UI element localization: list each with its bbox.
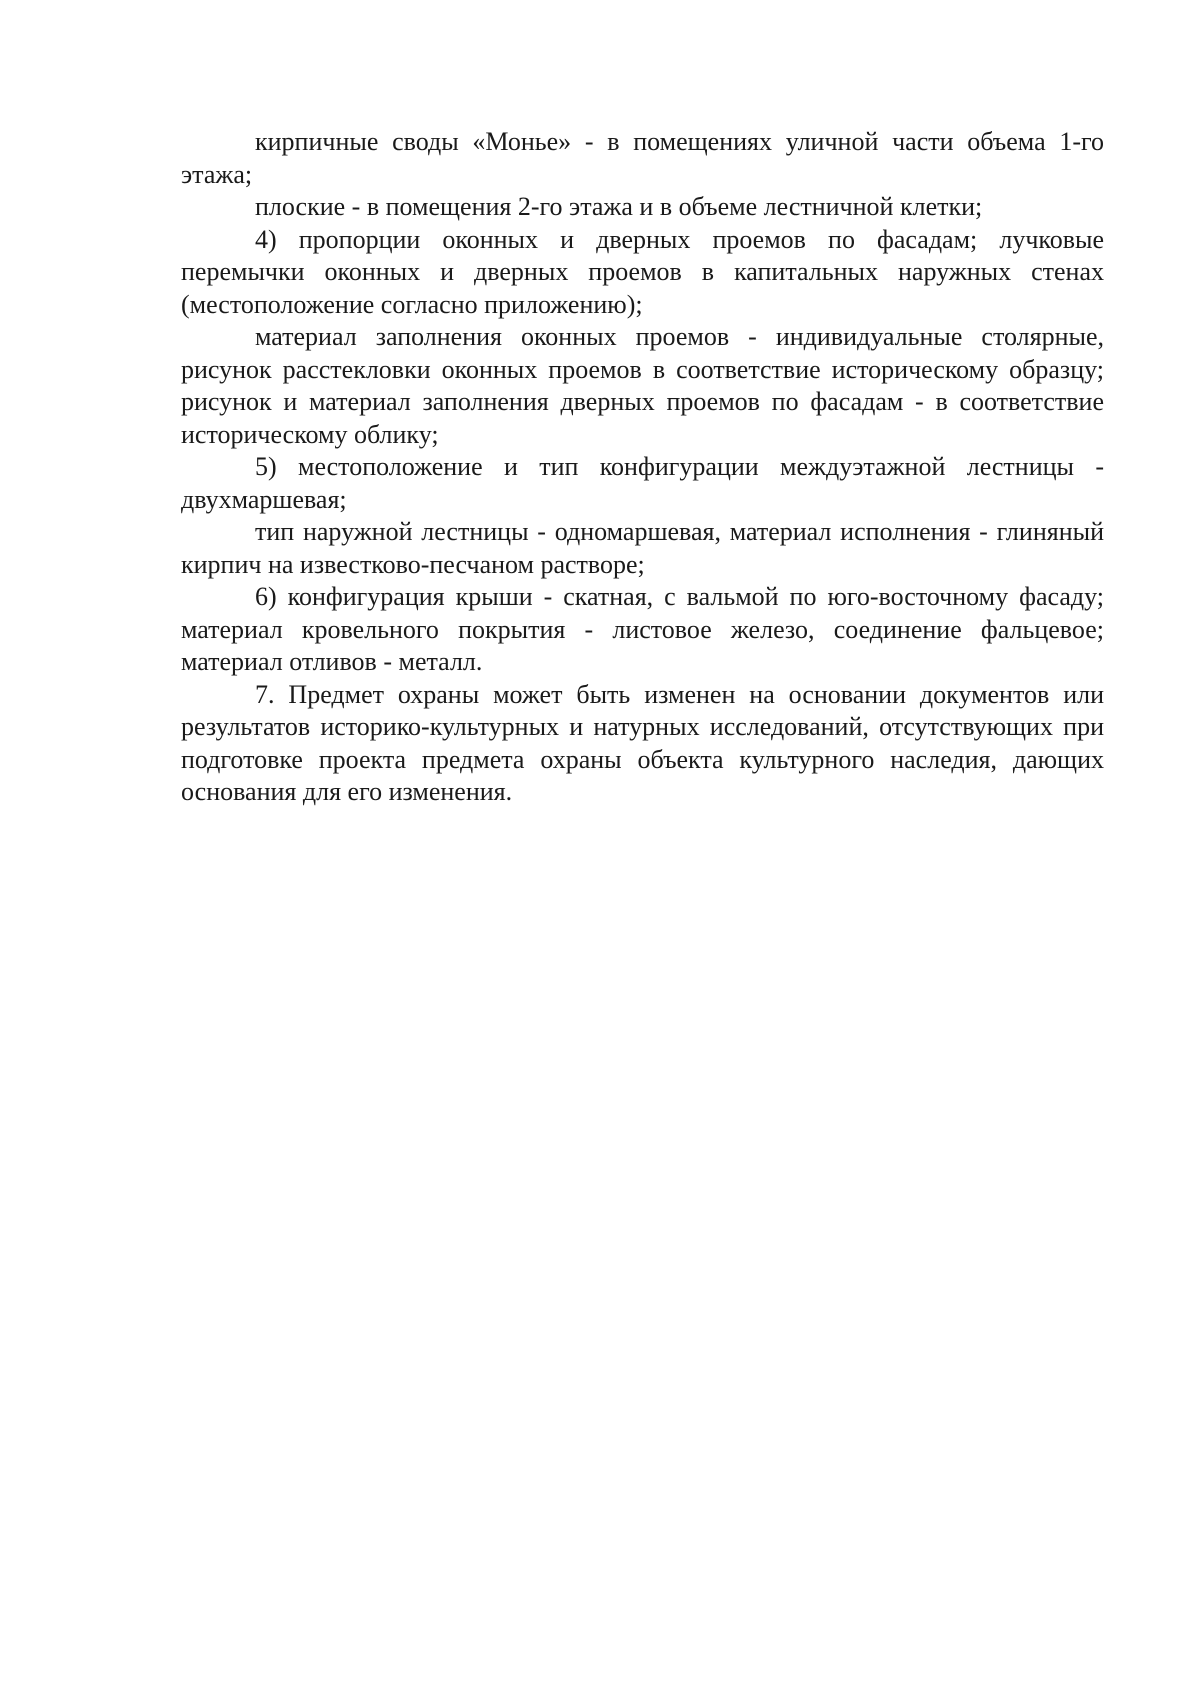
document-body: [181, 126, 1104, 809]
paragraph-flat-ceilings: плоские - в помещения 2-го этажа и в объеме лестничной клетки;: [255, 192, 983, 221]
paragraph-exterior-staircase: тип наружной лестницы - одномаршевая, материал исполнения - глиняный кирпич на известково-песчаном растворе;: [181, 517, 1104, 579]
paragraph-openings-proportions: 4) пропорции оконных и дверных проемов по фасадам; лучковые перемычки оконных и дверных проемов в капитальных наружных стенах (местоположение согласно приложению);: [181, 224, 1104, 319]
paragraph-interior-staircase: 5) местоположение и тип конфигурации междуэтажной лестницы - двухмаршевая;: [181, 452, 1104, 514]
paragraph-roof-configuration: 6) конфигурация крыши - скатная, с вальмой по юго-восточному фасаду; материал кровельного покрытия - листовое железо, соединение фальцевое; материал отливов - металл.: [181, 582, 1104, 676]
paragraph-window-fill-material: материал заполнения оконных проемов - индивидуальные столярные, рисунок расстекловки оконных проемов в соответствие историческому образцу; рисунок и материал заполнения дверных проемов по фасадам - в соответствие историческому облику;: [181, 322, 1104, 449]
paragraph-protection-subject-change: 7. Предмет охраны может быть изменен на основании документов или результатов историко-культурных и натурных исследований, отсутствующих при подготовке проекта предмета охраны объекта культурного наследия, дающих основания для его изменения.: [181, 679, 1104, 806]
paragraph-vaults-monier: кирпичные своды «Монье» - в помещениях уличной части объема 1-го этажа;: [181, 127, 1104, 189]
